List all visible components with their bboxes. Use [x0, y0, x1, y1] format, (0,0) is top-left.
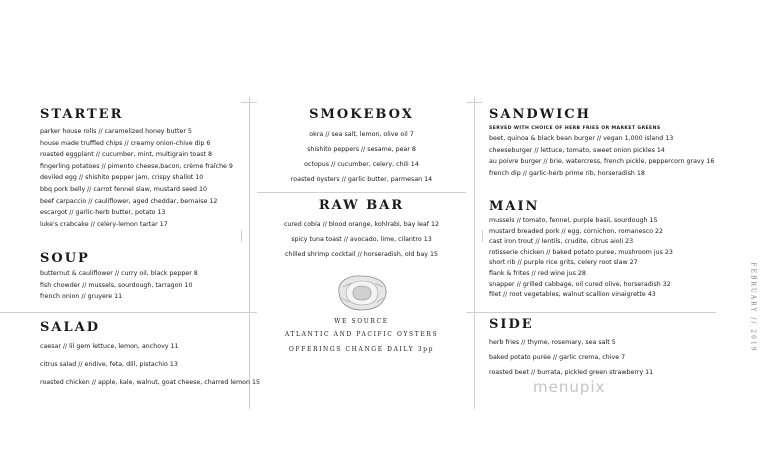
- list-item: okra // sea salt, lemon, olive oil 7: [309, 131, 414, 138]
- list-item: snapper // grilled cabbage, oil cured olive, horseradish 32: [489, 280, 671, 288]
- list-item: octopus // cucumber, celery, chili 14: [304, 161, 419, 168]
- list-item: butternut & cauliflower // curry oil, black pepper 8: [40, 270, 198, 277]
- divider-main-side: [466, 312, 716, 313]
- list-item: beef carpaccio // cauliflower, aged cheddar, bernaise 12: [40, 197, 218, 205]
- starter-section: [40, 107, 233, 230]
- side-section: [489, 317, 653, 380]
- divider-smoke-raw: [257, 192, 466, 193]
- soup-list: [40, 268, 198, 303]
- salad-list: [40, 338, 260, 392]
- list-item: roasted beet // burrata, pickled green strawberry 11: [489, 369, 654, 376]
- sandwich-heading: SANDWICH: [489, 107, 591, 122]
- watermark: menupix: [533, 378, 606, 396]
- list-item: fish chowder // mussels, sourdough, tarragon 10: [40, 281, 193, 289]
- offerings-line: OFFERINGS CHANGE DAILY 3pp: [288, 346, 435, 353]
- oyster-icon: [331, 271, 393, 313]
- list-item: parker house rolls // caramelized honey butter 5: [40, 128, 192, 135]
- list-item: luke's crabcake // celery-lemon tartar 17: [40, 220, 168, 228]
- list-item: escargot // garlic-herb butter, potato 13: [40, 209, 166, 217]
- sandwich-list: [489, 133, 714, 179]
- list-item: shishito peppers // sesame, pear 8: [307, 146, 416, 153]
- smokebox-section: [257, 107, 466, 187]
- smokebox-heading: SMOKEBOX: [309, 107, 414, 122]
- list-item: cured cobia // blood orange, kohlrabi, bay leaf 12: [283, 221, 440, 228]
- list-item: citrus salad // endive, feta, dill, pistachio 13: [40, 361, 178, 368]
- soup-section: [40, 251, 198, 303]
- side-heading: SIDE: [489, 317, 534, 332]
- right-divider-tick: [482, 230, 483, 242]
- list-item: cheeseburger // lettuce, tomato, sweet onion pickles 14: [489, 146, 665, 154]
- list-item: herb fries // thyme, rosemary, sea salt 5: [489, 339, 616, 346]
- oyster-type-line: ATLANTIC AND PACIFIC OYSTERS: [284, 331, 439, 338]
- list-item: house made truffled chips // creamy onion-chive dip 6: [40, 139, 211, 147]
- list-item: au poivre burger // brie, watercress, french pickle, peppercorn gravy 16: [489, 158, 715, 166]
- list-item: roasted oysters // garlic butter, parmesan 14: [290, 176, 433, 183]
- divider-soup-salad: [0, 312, 257, 313]
- main-section: [489, 199, 673, 301]
- list-item: spicy tuna toast // avocado, lime, cilantro 13: [291, 236, 432, 243]
- list-item: short rib // purple rice grits, celery root slaw 27: [489, 259, 638, 267]
- main-list: [489, 216, 673, 301]
- salad-section: [40, 320, 260, 392]
- divider-top-left: [241, 102, 257, 103]
- list-item: roasted chicken // apple, kale, walnut, goat cheese, charred lemon 15: [40, 379, 260, 386]
- list-item: bbq pork belly // carrot fennel slaw, mustard seed 10: [40, 185, 207, 193]
- right-divider: [474, 97, 475, 409]
- list-item: baked potato purée // garlic crema, chive 7: [489, 354, 626, 361]
- list-item: chilled shrimp cocktail // horseradish, old bay 15: [284, 251, 439, 258]
- oyster-source-line: WE SOURCE: [334, 318, 389, 325]
- smokebox-list: [257, 127, 466, 187]
- raw-bar-list: [257, 217, 466, 262]
- list-item: fingerling potatoes // pimento cheese,bacon, crème fraîche 9: [40, 162, 233, 170]
- list-item: caesar // lil gem lettuce, lemon, anchovy 11: [40, 343, 179, 350]
- salad-heading: SALAD: [40, 320, 100, 335]
- raw-bar-section: [257, 198, 466, 356]
- raw-bar-heading: RAW BAR: [318, 198, 405, 213]
- side-list: [489, 335, 653, 380]
- list-item: mustard breaded pork // egg, cornichon, romanesco 22: [489, 227, 664, 235]
- list-item: rotisserie chicken // baked potato puree, mushroom jus 23: [489, 248, 673, 256]
- main-heading: MAIN: [489, 199, 540, 214]
- list-item: mussels // tomato, fennel, purple basil, sourdough 15: [489, 217, 658, 224]
- menu-date: FEBRUARY // 2019: [749, 262, 757, 353]
- soup-heading: SOUP: [40, 251, 90, 266]
- list-item: cast iron trout // lentils, crudite, citrus aioli 23: [489, 238, 634, 246]
- sandwich-section: [489, 107, 714, 179]
- starter-heading: STARTER: [40, 107, 124, 122]
- list-item: filet // root vegetables, walnut scallion vinaigrette 43: [489, 291, 656, 299]
- list-item: french onion // gruyere 11: [40, 293, 123, 301]
- list-item: beet, quinoa & black bean burger // vegan 1,000 island 13: [489, 135, 674, 142]
- starter-list: [40, 126, 233, 230]
- left-divider-tick: [241, 230, 242, 242]
- divider-top-right: [466, 102, 482, 103]
- sandwich-note: SERVED WITH CHOICE OF HERB FRIES OR MARKET GREENS: [489, 126, 661, 131]
- list-item: flank & frites // red wine jus 28: [489, 269, 586, 277]
- list-item: roasted eggplant // cucumber, mint, multigrain toast 8: [40, 151, 213, 159]
- list-item: french dip // garlic-herb prime rib, horseradish 18: [489, 169, 645, 177]
- list-item: deviled egg // shishito pepper jam, crispy shallot 10: [40, 174, 204, 182]
